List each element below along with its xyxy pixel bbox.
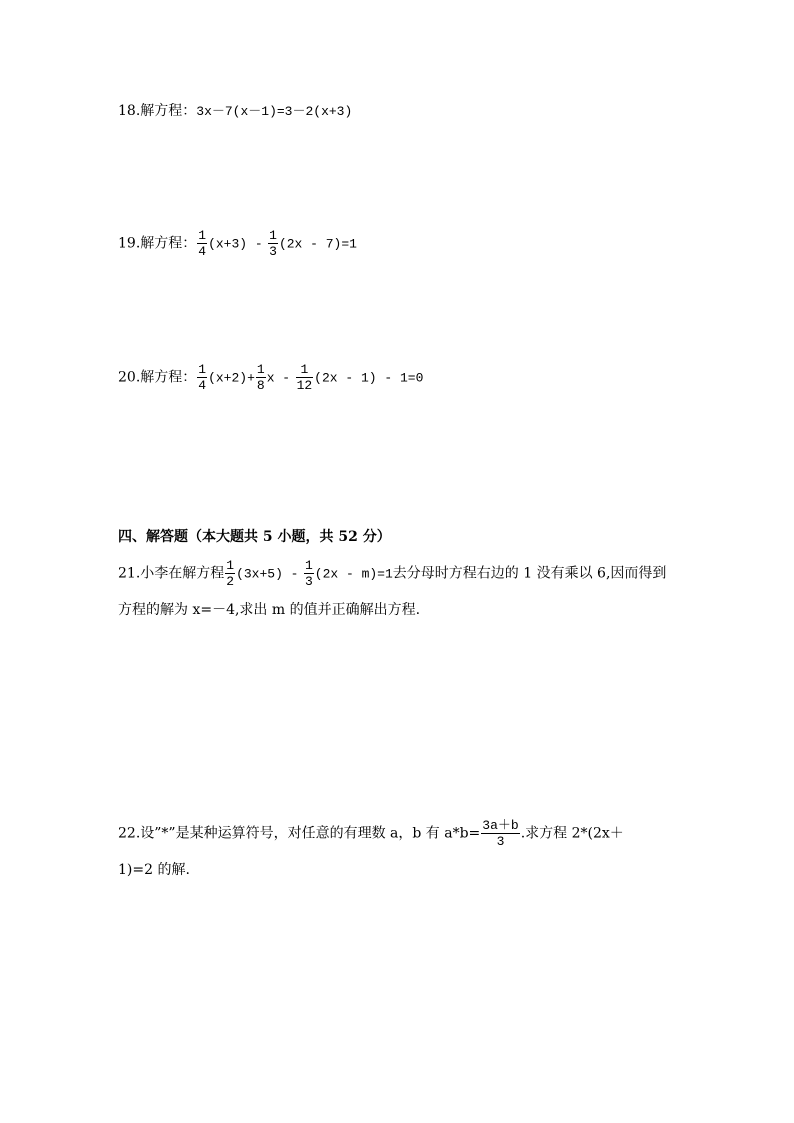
equation-term: x - bbox=[266, 370, 291, 386]
question-22-suffix: .求方程 2*(2x＋ bbox=[520, 825, 624, 842]
equation-term: (x+2)+ bbox=[208, 370, 255, 386]
question-19-label: 19.解方程： bbox=[118, 235, 197, 252]
fraction: $\frac{1}{3}$ bbox=[304, 558, 313, 589]
question-20 bbox=[118, 362, 423, 393]
fraction: $\frac{1}{2}$ bbox=[226, 558, 235, 589]
equation-term: (x+3) - bbox=[208, 236, 263, 252]
equation-term: (3x+5) - bbox=[236, 566, 299, 582]
fraction: $\frac{3a+b}{3}$ bbox=[482, 818, 519, 849]
equation-term: (2x - m)=1 bbox=[314, 566, 393, 582]
question-22-line-2: 1)=2 的解. bbox=[118, 862, 190, 878]
question-21-prefix: 21.小李在解方程 bbox=[118, 565, 225, 582]
question-18 bbox=[118, 101, 352, 122]
question-21-line-2: 方程的解为 x=－4,求出 m 的值并正确解出方程. bbox=[118, 602, 421, 618]
fraction: $\frac{1}{8}$ bbox=[256, 362, 265, 393]
question-18-equation: 3x－7(x－1)=3－2(x+3) bbox=[196, 104, 353, 119]
question-21-suffix: 去分母时方程右边的 1 没有乘以 6,因而得到 bbox=[392, 565, 667, 582]
equation-term: (2x - 7)=1 bbox=[278, 236, 357, 252]
question-21 bbox=[118, 558, 666, 589]
question-19 bbox=[118, 228, 357, 259]
fraction: $\frac{1}{3}$ bbox=[269, 228, 277, 259]
question-18-label: 18.解方程： bbox=[118, 103, 197, 119]
section-heading: 四、解答题（本大题共 5 小题，共 52 分） bbox=[118, 529, 391, 545]
fraction: $\frac{1}{4}$ bbox=[198, 362, 207, 393]
fraction: $\frac{1}{4}$ bbox=[198, 228, 207, 259]
equation-term: (2x - 1) - 1=0 bbox=[314, 370, 424, 386]
fraction: $\frac{1}{12}$ bbox=[296, 362, 313, 393]
question-22 bbox=[118, 818, 624, 849]
question-20-label: 20.解方程： bbox=[118, 369, 197, 386]
question-22-prefix: 22.设”*”是某种运算符号，对任意的有理数 a，b 有 a*b= bbox=[118, 825, 481, 842]
